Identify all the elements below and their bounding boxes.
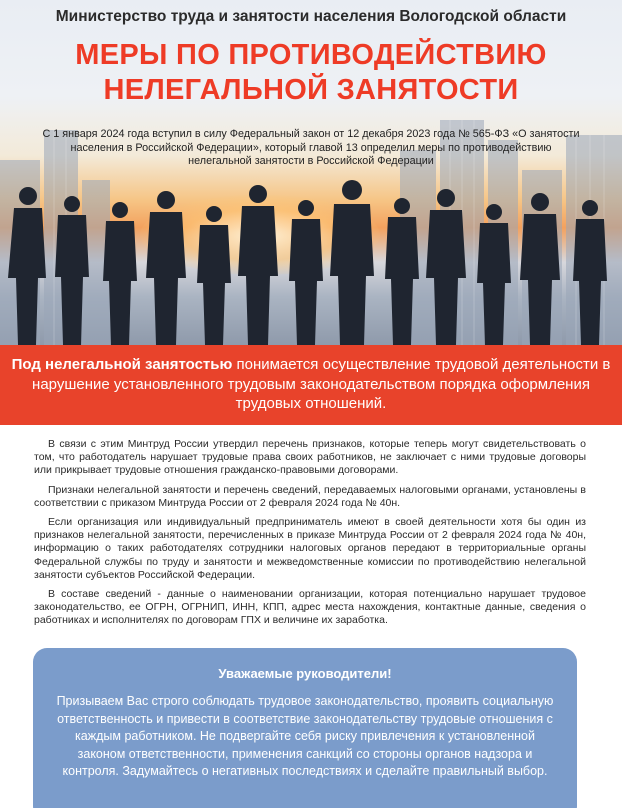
notice-title: Уважаемые руководители! bbox=[218, 666, 392, 681]
page-title bbox=[0, 38, 622, 108]
notice-text: Призываем Вас строго соблюдать трудовое законодательство, проявить социальную ответственность и привести в соответствие законодательству трудовые отношения с каждым работником. Не подвергайте себя риску привлечения к установленной законом ответственности, применения санкций со стороны органов надзора и контроля. Задумайтесь о негативных последствиях и сделайте правильный выбор. bbox=[56, 694, 554, 778]
body-text bbox=[34, 438, 586, 634]
definition-banner bbox=[0, 345, 622, 425]
paragraph-3: Если организация или индивидуальный предприниматель имеют в своей деятельности хотя бы один из признаков нелегальной занятости, перечисленных в приказе Минтруда России от 2 февраля 2024 года № 40н, информацию о таких работодателях сотрудники налоговых органов передают в территориальные органы Федеральной службы по труду и занятости и межведомственные комиссии по противодействию нелегальной занятости субъектов Российской Федерации. bbox=[34, 516, 586, 581]
notice-box bbox=[33, 648, 577, 808]
business-people-silhouettes bbox=[0, 170, 622, 345]
title-line-1: МЕРЫ ПО ПРОТИВОДЕЙСТВИЮ bbox=[75, 39, 547, 71]
paragraph-2: Признаки нелегальной занятости и перечень сведений, передаваемых налоговыми органами, установлены в соответствии с приказом Минтруда России от 2 февраля 2024 года № 40н. bbox=[34, 483, 586, 509]
banner-bold-term: Под нелегальной занятостью bbox=[11, 356, 233, 373]
intro-text: С 1 января 2024 года вступил в силу Федеральный закон от 12 декабря 2023 года № 565-ФЗ «О занятости населения в Российской Федерации», который главой 13 определил меры по противодействию нелегальной занятости в Российской Федерации bbox=[42, 128, 580, 167]
paragraph-1: В связи с этим Минтруд России утвердил перечень признаков, которые теперь могут свидетельствовать о том, что работодатель нарушает трудовые права своих работников, не заключает с ними трудовые договоры или прикрывает трудовые отношения гражданско-правовыми договорами. bbox=[34, 438, 586, 477]
paragraph-4: В составе сведений - данные о наименовании организации, которая потенциально нарушает трудовое законодательство, ее ОГРН, ОГРНИП, ИНН, КПП, адрес места нахождения, контактные данные, сведения о работниках и исполнителях по договорам ГПХ и величине их заработка. bbox=[34, 588, 586, 627]
title-line-2: НЕЛЕГАЛЬНОЙ ЗАНЯТОСТИ bbox=[103, 74, 519, 106]
ministry-name: Министерство труда и занятости населения Вологодской области bbox=[55, 8, 567, 25]
banner-text: понимается осуществление трудовой деятельности в нарушение установленного трудовым законодательством порядка оформления трудовых отношений. bbox=[32, 356, 611, 412]
